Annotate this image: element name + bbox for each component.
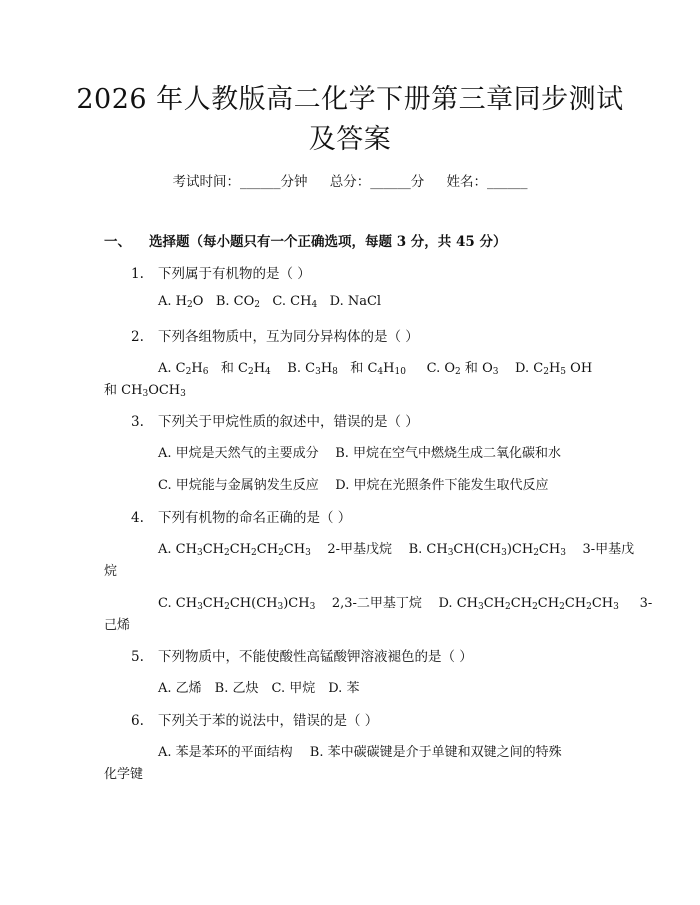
title-line-2: 及答案 (308, 124, 392, 155)
question-6-stem: 6. 下列关于苯的说法中，错误的是（ ） (131, 713, 379, 729)
question-4-options-wrap-2: 己烯 (104, 618, 131, 633)
question-6-options-row-1: A. 苯是苯环的平面结构 B. 苯中碳碳键是介于单键和双键之间的特殊 (158, 745, 562, 760)
exam-info-row (0, 170, 700, 190)
question-4-options-row-2: C. $CH_3CH_2CH(CH_3)CH_3$ 2,3-二甲基丁烷 D. $CH_3CH_2CH_2CH_2CH_2CH_3$ 3- (158, 596, 653, 612)
question-3-stem: 3. 下列关于甲烷性质的叙述中，错误的是（ ） (131, 414, 419, 430)
total-score-field: 总分：______分 (329, 174, 425, 190)
title-line-1: 2026 年人教版高二化学下册第三章同步测试 (76, 84, 624, 115)
question-2-stem: 2. 下列各组物质中，互为同分异构体的是（ ） (131, 329, 419, 345)
question-4-options-wrap-1: 烷 (104, 564, 118, 579)
question-3-options-row-1: A. 甲烷是天然气的主要成分 B. 甲烷在空气中燃烧生成二氧化碳和水 (158, 446, 562, 461)
question-6-options-wrap: 化学键 (104, 767, 144, 782)
student-name-field: 姓名：______ (446, 174, 528, 190)
question-5-options: A. 乙烯 B. 乙炔 C. 甲烷 D. 苯 (158, 681, 360, 696)
section-title: 选择题（每小题只有一个正确选项，每题 3 分，共 45 分） (149, 234, 507, 250)
section-number: 一、 (104, 234, 131, 250)
exam-time-field: 考试时间：______分钟 (172, 174, 308, 190)
question-2-options-wrap: 和 $CH_3OCH_3$ (104, 383, 186, 399)
question-1-options: A. $H_2O$ B. $CO_2$ C. $CH_4$ D. NaCl (158, 294, 382, 310)
question-4-stem: 4. 下列有机物的命名正确的是（ ） (131, 510, 352, 526)
question-4-options-row-1: A. $CH_3CH_2CH_2CH_2CH_3$ 2-甲基戊烷 B. $CH_3CH(CH_3)CH_2CH_3$ 3-甲基戊 (158, 542, 635, 558)
section-heading (104, 230, 506, 250)
question-2-options: A. $C_2H_6$ 和 $C_2H_4$ B. $C_3H_8$ 和 $C_4H_{10}$ C. $O_2$ 和 $O_3$ D. $C_2H_5$ OH (158, 361, 593, 377)
question-1-stem: 1. 下列属于有机物的是（ ） (131, 266, 311, 282)
question-5-stem: 5. 下列物质中，不能使酸性高锰酸钾溶液褪色的是（ ） (131, 649, 473, 665)
question-3-options-row-2: C. 甲烷能与金属钠发生反应 D. 甲烷在光照条件下能发生取代反应 (158, 478, 549, 493)
document-title (60, 80, 640, 160)
